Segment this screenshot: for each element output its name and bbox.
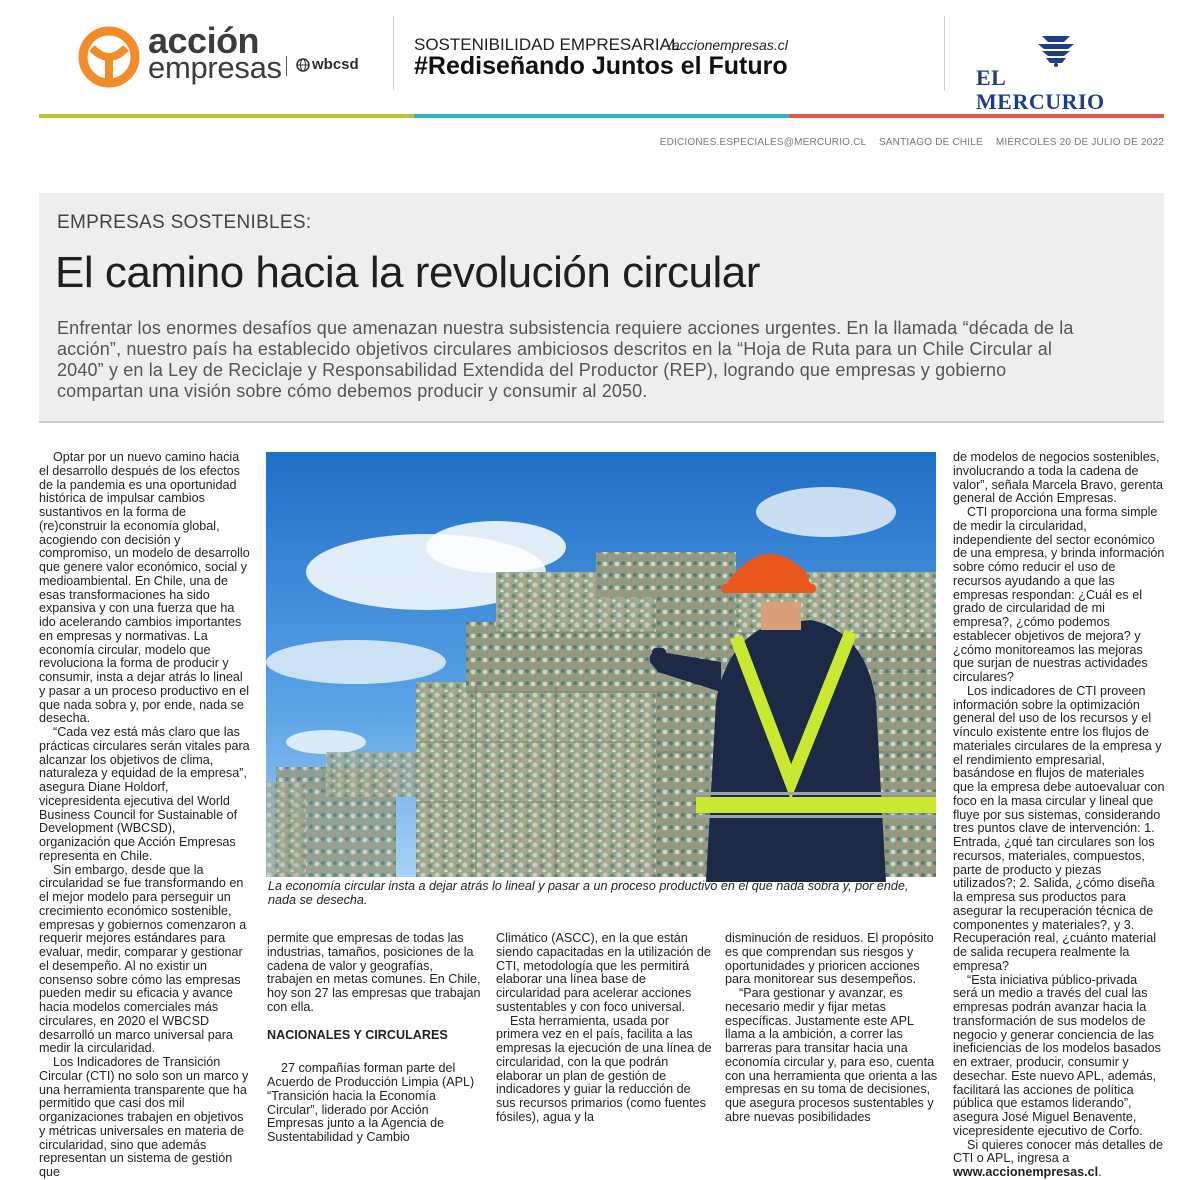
edition-city: SANTIAGO DE CHILE bbox=[878, 137, 983, 148]
paragraph: “Cada vez está más claro que las prácticas circulares serán vitales para alcanzar los objetivos de clima, naturaleza y equidad de la empresa”, asegura Diane Holdorf, vicepresidenta ejecutiva del World Business Council for Sustainable of Development (WBCSD), organización que Acción Empresas representa en Chile. bbox=[39, 725, 250, 863]
wbcsd-label: wbcsd bbox=[312, 56, 359, 73]
edition-email: EDICIONES.ESPECIALES@MERCURIO.CL bbox=[659, 137, 866, 148]
article-kicker: EMPRESAS SOSTENIBLES: bbox=[57, 212, 312, 233]
edition-meta bbox=[600, 137, 1164, 148]
paragraph: Climático (ASCC), en la que están siendo capacitadas en la utilización de CTI, metodología que les permitirá elaborar una línea base de circularidad para acelerar acciones sustentables y con foco universal. bbox=[496, 931, 711, 1014]
paragraph: CTI proporciona una forma simple de medir la circularidad, independiente del sector económico de una empresa, y brinda información sobre cómo reducir el uso de recursos ayudando a que las empresas respondan: ¿Cuál es el grado de circularidad de mi empresa?, ¿cómo podemos establecer objetivos de mejora? y ¿cómo monitoreamos las mejoras que surjan de nuestras actividades circulares? bbox=[953, 505, 1165, 684]
closing-text: Si quieres conocer más detalles de CTI o APL, ingresa a bbox=[953, 1137, 1164, 1166]
article-column-4 bbox=[725, 931, 941, 1124]
color-stripe bbox=[39, 114, 1164, 118]
paragraph: disminución de residuos. El propósito es que comprendan sus riesgos y oportunidades y prioricen acciones para monitorear sus desempeños. bbox=[725, 931, 934, 987]
paragraph: “Para gestionar y avanzar, es necesario medir y fijar metas específicas. Justamente este APL llama a la ambición, a correr las barreras para transitar hacia una economía circular y, para eso, cuenta con una herramienta que orienta a las empresas en su toma de decisiones, que asegura procesos sustentables y abre nuevas posibilidades bbox=[725, 986, 938, 1124]
paragraph: de modelos de negocios sostenibles, involucrando a toda la cadena de valor”, señala Marcela Bravo, gerenta general de Acción Empresas. bbox=[953, 450, 1163, 506]
accion-empresas-logo-icon bbox=[78, 26, 140, 88]
campaign-hashtag: #Rediseñando Juntos el Futuro bbox=[414, 52, 788, 80]
wbcsd-globe-icon bbox=[296, 58, 310, 72]
stripe-segment-green bbox=[39, 114, 414, 118]
paragraph: “Esta iniciativa público-privada será un medio a través del cual las empresas podrán avanzar hacia la transformación de sus modelos de negocio y generar conciencia de las ineficiencias de los modelos basados en extraer, producir, consumir y desechar. Este nuevo APL, además, facilitará las acciones de política pública que estamos liderando”, asegura José Miguel Benavente, vicepresidente ejecutivo de Corfo. bbox=[953, 972, 1161, 1138]
recycling-bales-worker-photo bbox=[266, 452, 936, 877]
article-headline: El camino hacia la revolución circular bbox=[55, 248, 760, 297]
article-column-1 bbox=[39, 450, 250, 1179]
newspaper-name: EL MERCURIO bbox=[976, 65, 1105, 114]
brand-name-line2: empresas bbox=[148, 50, 282, 85]
article-lead: Enfrentar los enormes desafíos que amenazan nuestra subsistencia requiere acciones urgentes. En la llamada “década de la acción”, nuestro país ha establecido objetivos circulares ambiciosos descritos en la “Hoja de Ruta para un Chile Circular al 2040” y en la Ley de Reciclaje y Responsabilidad Extendida del Productor (REP), logrando que empresas y gobierno compartan una visión sobre cómo debemos producir y consumir al 2050. bbox=[57, 318, 1074, 401]
paragraph-with-link bbox=[953, 1139, 1165, 1180]
section-subhead: NACIONALES Y CIRCULARES bbox=[267, 1027, 448, 1042]
paragraph: Esta herramienta, usada por primera vez en el país, facilita a las empresas la ejecución de una línea de circularidad, con la que podrán elaborar un plan de gestión de indicadores y guiar la reducción de sus recursos primarios (como fuentes fósiles), agua y la bbox=[496, 1013, 712, 1124]
paragraph: permite que empresas de todas las industrias, tamaños, posiciones de la cadena de valor y geografías, trabajen en metas comunes. En Chile, hoy son 27 las empresas que trabajan con ella. bbox=[267, 931, 481, 1014]
paragraph: 27 compañías forman parte del Acuerdo de Producción Limpia (APL) “Transición hacia la Economía Circular”, liderado por Acción Empresas junto a la Agencia de Sustentabilidad y Cambio bbox=[267, 1061, 475, 1144]
photo-caption: La economía circular insta a dejar atrás lo lineal y pasar a un proceso productivo en el que nada sobra y, por ende, nada se desecha. bbox=[268, 879, 909, 907]
article-column-3 bbox=[496, 931, 712, 1124]
edition-date: MIÉRCOLES 20 DE JULIO DE 2022 bbox=[995, 137, 1164, 148]
section-label: SOSTENIBILIDAD EMPRESARIAL bbox=[414, 35, 681, 54]
paragraph: Optar por un nuevo camino hacia el desarrollo después de los efectos de la pandemia es una oportunidad histórica de impulsar cambios sustantivos en la forma de (re)construir la economía global, acogiendo con decisión y compromiso, un modelo de desarrollo que genere valor económico, social y medioambiental. En Chile, una de esas transformaciones ha sido expansiva y con una fuerza que ha ido acelerando cambios importantes en empresas y normativas. La economía circular, modelo que revoluciona la forma de producir y consumir, insta a dejar atrás lo lineal y pasar a un proceso productivo en el que nada sobra y, por ende, nada se desecha. bbox=[39, 450, 250, 726]
section-url: /accionempresas.cl bbox=[668, 37, 788, 53]
paragraph: Los indicadores de CTI proveen información sobre la optimización general del uso de los recursos y el vínculo existente entre los flujos de materiales circulares de la empresa y el rendimiento empresarial, basándose en flujos de materiales que la empresa debe autoevaluar con foco en la masa circular y lineal que fluye por sus sistemas, considerando tres puntos clave de intervención: 1. Entrada, ¿qué tan circulares son los recursos, materiales, compuestos, parte de producto y piezas utilizados?; 2. Salida, ¿cómo diseña la empresa sus productos para asegurar la recuperación técnica de componentes y materiales?, y 3. Recuperación real, ¿cuánto material de salida recupera realmente la empresa? bbox=[953, 683, 1165, 973]
article-column-5 bbox=[953, 450, 1165, 1179]
header-divider bbox=[393, 16, 394, 90]
closing-period: . bbox=[1098, 1165, 1102, 1179]
paragraph: Los Indicadores de Transición Circular (CTI) no solo son un marco y una herramienta transparente que ha permitido que casi dos mil organizaciones trabajen en objetivos y métricas universales en materia de circularidad, sino que además representan un sistema de gestión que bbox=[39, 1055, 249, 1179]
header-divider bbox=[944, 16, 945, 90]
article-column-2 bbox=[267, 931, 481, 1144]
stripe-segment-teal bbox=[414, 114, 789, 118]
website-link[interactable]: www.accionempresas.cl bbox=[953, 1165, 1099, 1179]
paragraph: Sin embargo, desde que la circularidad se fue transformando en el mejor modelo para perseguir un crecimiento económico sostenible, empresas y gobiernos comenzaron a requerir mejores estándares para evaluar, medir, comparar y gestionar el desempeño. Al no existir un consenso sobre cómo las empresas pueden medir su eficacia y avance hacia modelos comerciales más circulares, en 2020 el WBCSD desarrolló un marco universal para medir la circularidad. bbox=[39, 862, 247, 1056]
el-mercurio-emblem-icon bbox=[1034, 32, 1078, 68]
stripe-segment-red bbox=[789, 114, 1164, 118]
brand-name-line1: acción bbox=[148, 20, 260, 61]
brand-separator bbox=[286, 56, 287, 76]
